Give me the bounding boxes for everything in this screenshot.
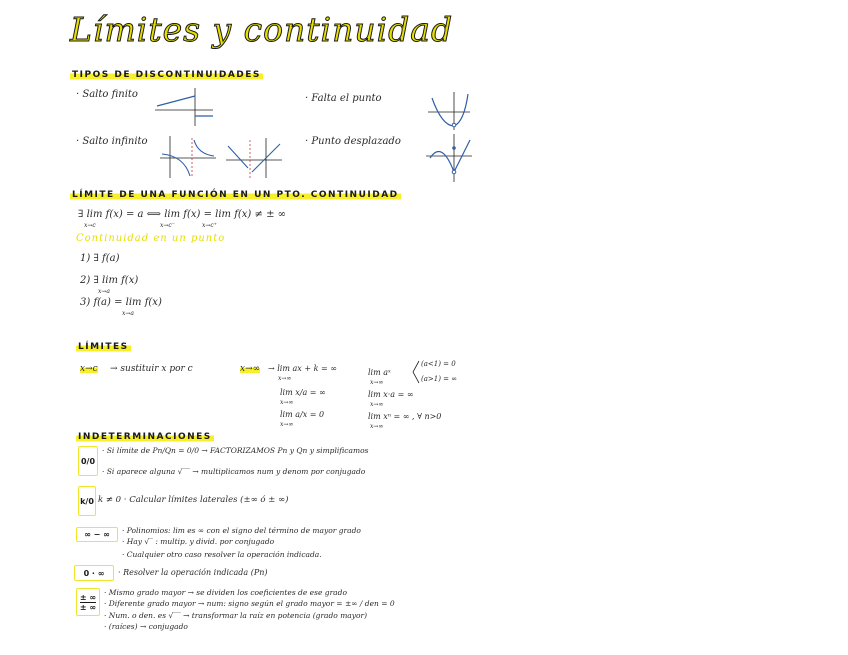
condition-2: 2) ∃ lim f(x) (80, 275, 139, 286)
limite-x-inf: x→∞ (240, 364, 261, 374)
limite-a-x: lim a/x = 0 (280, 410, 325, 419)
badge-zero-times-inf: 0 · ∞ (74, 565, 114, 581)
section-header-indeterminaciones: INDETERMINACIONES (78, 432, 212, 442)
sub-x-cp: x→c⁺ (202, 222, 217, 229)
limite-x-a: lim x/a = ∞ (280, 388, 326, 397)
sub-x-c: x→c (84, 222, 96, 229)
item-salto-infinito: · Salto infinito (76, 136, 148, 147)
sub-x-a-2: x→a (122, 310, 134, 317)
graph-salto-finito (155, 88, 215, 128)
item-salto-finito: · Salto finito (76, 89, 138, 100)
section-header-limite-pto: LÍMITE DE UNA FUNCIÓN EN UN PTO. CONTINUIDAD (72, 190, 399, 200)
limite-x-c: x→c (80, 364, 98, 374)
rule-conjugado: · Si aparece alguna √‾‾ → multiplicamos num y denom por conjugado (102, 467, 366, 476)
rule-laterales: k ≠ 0 · Calcular límites laterales (±∞ ó ± ∞) (98, 495, 289, 505)
page-title: Límites y continuidad (70, 10, 454, 49)
graph-salto-infinito-b (226, 138, 282, 180)
limite-ax-k: → lim ax + k = ∞ (268, 364, 337, 373)
section-header-tipos: TIPOS DE DISCONTINUIDADES (72, 70, 261, 80)
sub-x-inf-1: x→∞ (278, 375, 292, 382)
graph-falta-punto (428, 92, 470, 132)
sub-x-inf-5: x→∞ (370, 401, 384, 408)
limite-formula: ∃ lim f(x) = a ⟺ lim f(x) = lim f(x) ≠ ± ∞ (78, 209, 286, 220)
badge-inf-den: ± ∞ (79, 602, 97, 612)
rule-diferente-grado: · Diferente grado mayor → num: signo según el grado mayor = ±∞ / den = 0 (104, 599, 395, 608)
badge-inf-num: ± ∞ (79, 592, 97, 602)
rule-operacion: · Resolver la operación indicada (Pn) (118, 568, 268, 577)
badge-zero-over-zero: 0/0 (78, 446, 98, 476)
rule-num-den-raiz: · Num. o den. es √‾‾ → transformar la raíz en potencia (grado mayor) (104, 611, 368, 620)
sub-x-inf-3: x→∞ (280, 421, 294, 428)
condition-1: 1) ∃ f(a) (80, 253, 120, 264)
limite-a-pow-x: lim aˣ (368, 368, 391, 377)
rule-raices: · Hay √‾ : multip. y divid. por conjugado (122, 537, 275, 546)
sub-x-inf-4: x→∞ (370, 379, 384, 386)
badge-inf-over-inf (76, 588, 100, 616)
limite-a-lt-1: (a<1) = 0 (421, 360, 456, 368)
sub-x-inf-6: x→∞ (370, 423, 384, 430)
sub-x-cm: x→c⁻ (160, 222, 175, 229)
item-punto-desplazado: · Punto desplazado (305, 136, 401, 147)
blank-area (512, 0, 848, 655)
limite-x-pow-n: lim xⁿ = ∞ , ∀ n>0 (368, 412, 442, 421)
rule-mismo-grado: · Mismo grado mayor → se dividen los coeficientes de ese grado (104, 588, 347, 597)
condition-3: 3) f(a) = lim f(x) (80, 297, 162, 308)
sub-x-a-1: x→a (98, 288, 110, 295)
rule-factorizar: · Si límite de Pn/Qn = 0/0 → FACTORIZAMOS Pn y Qn y simplificamos (102, 446, 369, 455)
rule-raices-conjugado: · (raíces) → conjugado (104, 622, 188, 631)
graph-punto-desplazado (426, 134, 472, 184)
limite-x-times-a: lim x·a = ∞ (368, 390, 414, 399)
brace-icon (412, 360, 420, 384)
badge-inf-minus-inf: ∞ − ∞ (76, 527, 118, 542)
rule-otro-caso: · Cualquier otro caso resolver la operación indicada. (122, 550, 322, 559)
limite-x-c-rule: → sustituir x por c (110, 364, 193, 374)
badge-k-over-zero: k/0 (78, 486, 96, 516)
sub-x-inf-2: x→∞ (280, 399, 294, 406)
section-header-limites: LÍMITES (78, 342, 129, 352)
rule-polinomios: · Polinomios: lim es ∞ con el signo del término de mayor grado (122, 526, 361, 535)
limite-a-gt-1: (a>1) = ∞ (421, 375, 458, 383)
graph-salto-infinito-a (160, 136, 216, 180)
item-falta-punto: · Falta el punto (305, 93, 382, 104)
subheader-continuidad: Continuidad en un punto (76, 233, 226, 244)
